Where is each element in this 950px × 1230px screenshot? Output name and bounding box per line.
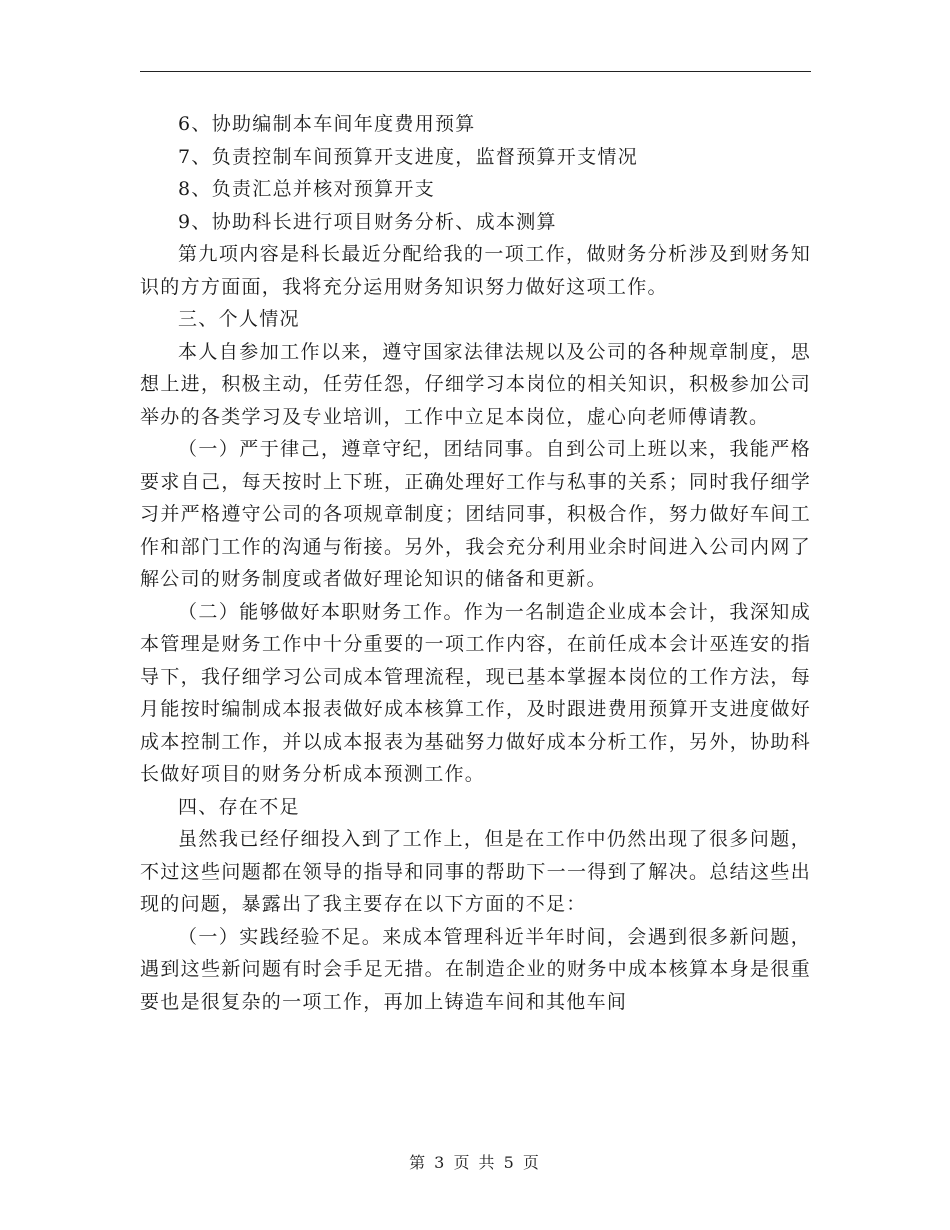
paragraph-experience: （一）实践经验不足。来成本管理科近半年时间，会遇到很多新问题，遇到这些新问题有时会手足无措。在制造企业的财务中成本核算本身是很重要也是很复杂的一项工作，再加上铸造车间和其他车间 [140,925,811,1013]
paragraph-discipline: （一）严于律己，遵章守纪，团结同事。自到公司上班以来，我能严格要求自己，每天按时上下班，正确处理好工作与私事的关系；同时我仔细学习并严格遵守公司的各项规章制度；团结同事，积极合作，努力做好车间工作和部门工作的沟通与衔接。另外，我会充分利用业余时间进入公司内网了解公司的财务制度或者做好理论知识的储备和更新。 [140,438,811,590]
paragraph-finance-work: （二）能够做好本职财务工作。作为一名制造企业成本会计，我深知成本管理是财务工作中十分重要的一项工作内容，在前任成本会计巫连安的指导下，我仔细学习公司成本管理流程，现已基本掌握本岗位的工作方法，每月能按时编制成本报表做好成本核算工作，及时跟进费用预算开支进度做好成本控制工作，并以成本报表为基础努力做好成本分析工作，另外，协助科长做好项目的财务分析成本预测工作。 [140,600,811,785]
list-item-9: 9、协助科长进行项目财务分析、成本测算 [178,210,557,233]
paragraph-personal-intro: 本人自参加工作以来，遵守国家法律法规以及公司的各种规章制度，思想上进，积极主动，任劳任怨，仔细学习本岗位的相关知识，积极参加公司举办的各类学习及专业培训，工作中立足本岗位，虚心向老师傅请教。 [140,340,811,428]
list-item-8: 8、负责汇总并核对预算开支 [178,178,435,200]
list-item-6: 6、协助编制本车间年度费用预算 [178,113,476,135]
page-number: 第 3 页 共 5 页 [409,1153,541,1172]
paragraph-shortcomings-intro: 虽然我已经仔细投入到了工作上，但是在工作中仍然出现了很多问题，不过这些问题都在领导的指导和同事的帮助下一一得到了解决。总结这些出现的问题，暴露出了我主要存在以下方面的不足： [140,828,811,915]
section-heading-shortcomings: 四、存在不足 [178,795,300,818]
section-heading-personal: 三、个人情况 [178,308,300,330]
list-item-7: 7、负责控制车间预算开支进度，监督预算开支情况 [178,145,638,168]
document-body [140,108,811,1018]
header-rule [140,71,811,72]
paragraph-item9-note: 第九项内容是科长最近分配给我的一项工作，做财务分析涉及到财务知识的方方面面，我将充分运用财务知识努力做好这项工作。 [140,243,811,298]
